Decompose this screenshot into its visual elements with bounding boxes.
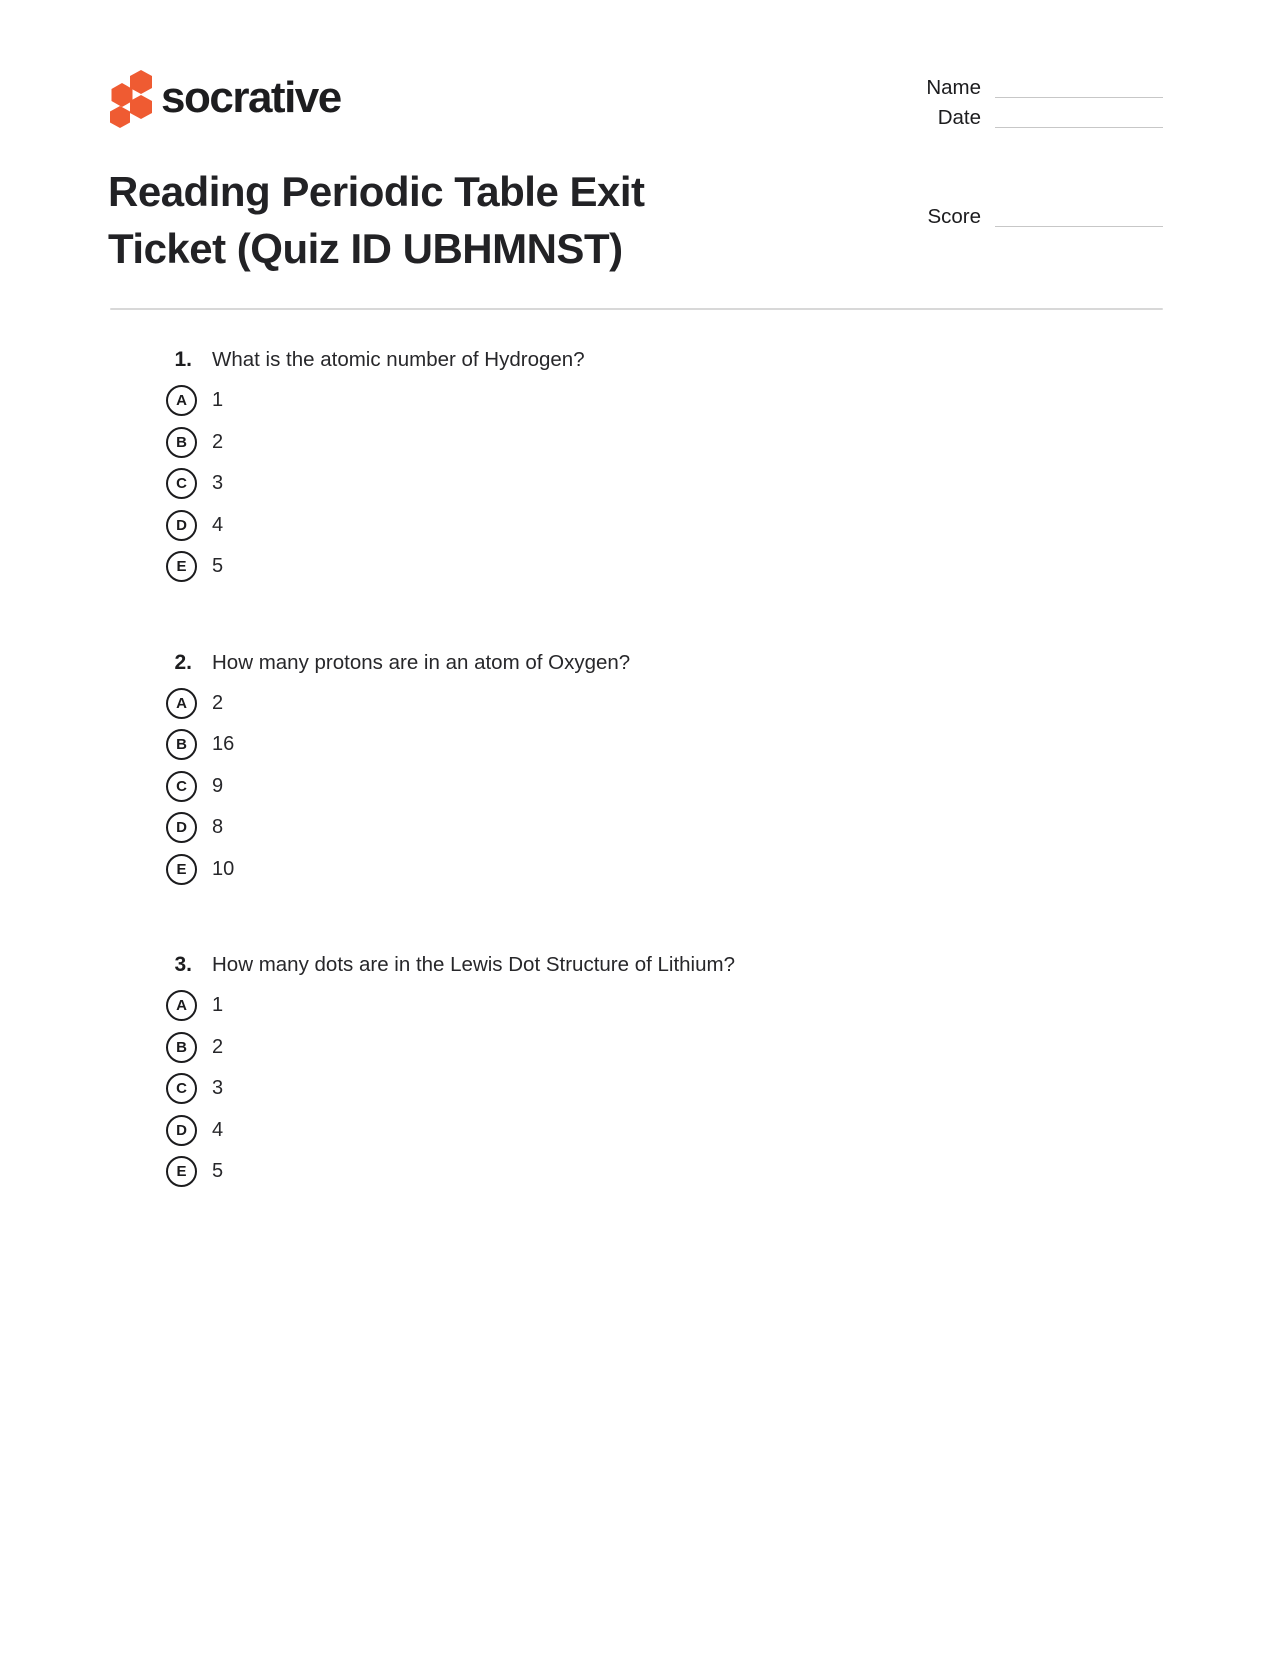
score-field [927,201,1163,231]
quiz-title-line-1: Reading Periodic Table Exit [108,168,645,215]
option-row [166,505,1275,547]
option-value: 8 [212,816,224,839]
option-row [166,807,1275,849]
option-letter: C [176,777,187,795]
option-bubble [166,854,197,885]
option-row [166,683,1275,725]
option-value: 2 [212,691,224,714]
option-letter: C [176,475,187,493]
question-text: What is the atomic number of Hydrogen? [212,348,585,371]
option-letter: E [176,558,187,576]
quiz-title [108,163,645,277]
hexagon-icon [130,70,152,94]
hexagon-icon [110,106,130,128]
option-value: 5 [212,555,224,578]
question-text: How many protons are in an atom of Oxygen? [212,650,631,674]
option-bubble [166,510,197,541]
option-value: 1 [212,389,224,412]
option-value: 4 [212,1118,224,1141]
question-number: 3. [174,953,192,976]
option-row [166,766,1275,808]
option-bubble [166,1073,197,1104]
option-row [166,463,1275,505]
score-field-row [927,201,1163,231]
option-bubble [166,468,197,499]
option-bubble [166,990,197,1021]
question-1-header [120,348,1275,372]
option-row [166,724,1275,766]
option-bubble [166,551,197,582]
question-number: 1. [174,348,192,371]
option-value: 2 [212,1035,224,1058]
option-value: 5 [212,1160,224,1183]
option-bubble [166,1032,197,1063]
name-date-fields [926,72,1163,132]
option-row [166,1151,1275,1193]
option-row [166,1027,1275,1069]
socrative-wordmark: socrative [161,73,341,122]
option-row [166,1068,1275,1110]
option-row [166,849,1275,891]
score-blank-line [995,226,1163,227]
socrative-logo [99,62,163,130]
option-letter: B [176,433,187,451]
hexagon-icon [130,95,152,119]
option-letter: E [176,860,187,878]
option-value: 2 [212,430,224,453]
option-row [166,1110,1275,1152]
option-bubble [166,1156,197,1187]
option-row [166,546,1275,588]
question-list [0,348,1275,1256]
date-field-row [926,102,1163,132]
option-bubble [166,812,197,843]
option-letter: A [176,392,187,410]
score-label: Score [927,205,981,228]
option-letter: B [176,736,187,754]
name-field-row [926,72,1163,102]
option-letter: D [176,516,187,534]
question-2-header [120,651,1275,675]
question-3-header [120,953,1275,977]
option-bubble [166,688,197,719]
option-bubble [166,729,197,760]
name-label: Name [926,76,981,99]
option-bubble [166,427,197,458]
question-1 [0,348,1275,588]
date-label: Date [937,106,981,129]
option-row [166,985,1275,1027]
option-value: 10 [212,857,235,880]
option-value: 16 [212,733,235,756]
option-letter: D [176,819,187,837]
question-number: 2. [174,650,192,674]
option-bubble [166,385,197,416]
option-value: 3 [212,472,224,495]
header-divider [110,308,1163,310]
option-letter: A [176,694,187,712]
quiz-title-line-2: Ticket (Quiz ID UBHMNST) [108,225,623,272]
option-letter: A [176,997,187,1015]
option-value: 4 [212,513,224,536]
question-2 [0,651,1275,891]
option-letter: D [176,1121,187,1139]
hexagon-icon [112,83,133,107]
option-letter: B [176,1038,187,1056]
socrative-hexagons-icon [99,62,163,130]
option-letter: E [176,1163,187,1181]
option-letter: C [176,1080,187,1098]
date-blank-line [995,127,1163,128]
option-value: 1 [212,994,224,1017]
option-value: 9 [212,774,224,797]
option-value: 3 [212,1077,224,1100]
option-bubble [166,1115,197,1146]
option-row [166,380,1275,422]
option-row [166,422,1275,464]
question-text: How many dots are in the Lewis Dot Structure of Lithium? [212,953,735,976]
question-3 [0,953,1275,1193]
name-blank-line [995,97,1163,98]
option-bubble [166,771,197,802]
